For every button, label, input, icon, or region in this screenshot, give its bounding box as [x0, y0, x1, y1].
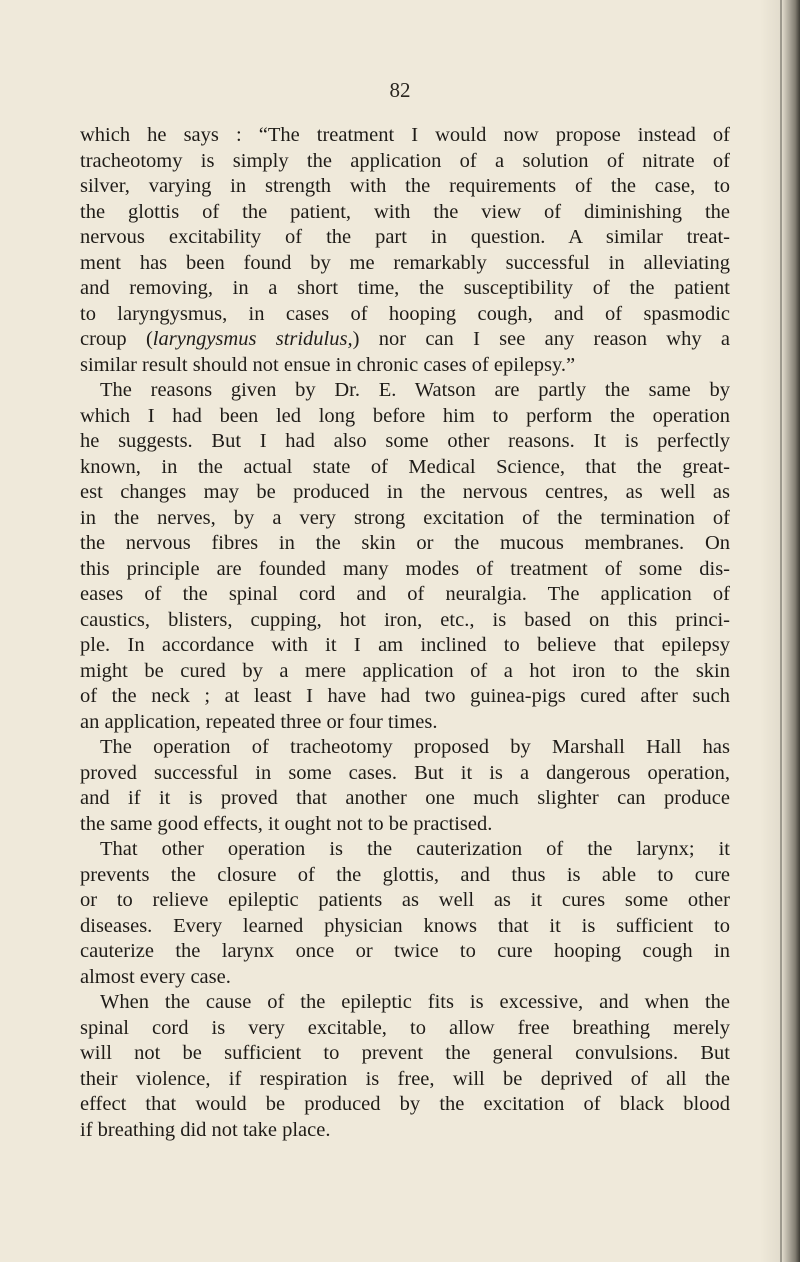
paragraph-start: When the cause of the epileptic fits is excessive, and when the	[100, 991, 730, 1013]
text-line: their violence, if respiration is free, will be deprived of all the	[80, 1067, 730, 1090]
text-line: tracheotomy is simply the application of a solution of nitrate of	[80, 149, 730, 172]
text-line: will not be sufficient to prevent the general convulsions. But	[80, 1042, 730, 1064]
text-line: the glottis of the patient, with the view of diminishing the	[80, 200, 730, 223]
text-line: proved successful in some cases. But it is a dangerous operation,	[80, 761, 730, 784]
binding-edge	[780, 0, 782, 1262]
text-line: the same good effects, it ought not to be practised.	[80, 812, 493, 835]
text-line: an application, repeated three or four times.	[80, 710, 438, 733]
text-line: similar result should not ensue in chronic cases of epilepsy.”	[80, 353, 576, 376]
text-line: to laryngysmus, in cases of hooping cough, and of spasmodic	[80, 302, 730, 325]
text-line: which I had been led long before him to perform the operation	[80, 404, 730, 427]
text-line: cauterize the larynx once or twice to cure hooping cough in	[80, 940, 730, 962]
text-line: which he says : “The treatment I would now propose instead of	[80, 124, 730, 146]
text-line: almost every case.	[80, 965, 231, 988]
body-text	[80, 123, 730, 1143]
text-line	[80, 327, 730, 353]
text-line: this principle are founded many modes of treatment of some dis-	[80, 557, 730, 580]
text-line: eases of the spinal cord and of neuralgia. The application of	[80, 583, 730, 605]
text-fragment: ) nor can I see any reason why a	[352, 328, 730, 350]
text-line: and if it is proved that another one much slighter can produce	[80, 787, 730, 809]
text-line: effect that would be produced by the excitation of black blood	[80, 1093, 730, 1115]
text-line: or to relieve epileptic patients as well as it cures some other	[80, 889, 730, 911]
text-line: est changes may be produced in the nervous centres, as well as	[80, 481, 730, 503]
text-line: in the nerves, by a very strong excitation of the termination of	[80, 506, 730, 529]
text-line: spinal cord is very excitable, to allow free breathing merely	[80, 1016, 730, 1039]
text-line: if breathing did not take place.	[80, 1118, 331, 1141]
text-line: he suggests. But I had also some other reasons. It is perfectly	[80, 430, 730, 452]
italic-term: laryngysmus stridulus,	[152, 328, 353, 350]
text-line: and removing, in a short time, the susceptibility of the patient	[80, 277, 730, 299]
paragraph-start: The reasons given by Dr. E. Watson are partly the same by	[100, 379, 730, 401]
paragraph-start: That other operation is the cauterization of the larynx; it	[100, 838, 730, 860]
page-number: 82	[389, 78, 411, 102]
paragraph-start: The operation of tracheotomy proposed by Marshall Hall has	[100, 736, 730, 758]
text-line: known, in the actual state of Medical Science, that the great-	[80, 455, 730, 478]
text-line: the nervous fibres in the skin or the mucous membranes. On	[80, 532, 730, 554]
text-line: prevents the closure of the glottis, and thus is able to cure	[80, 863, 730, 886]
text-line: silver, varying in strength with the requirements of the case, to	[80, 175, 730, 197]
text-fragment: croup (	[80, 328, 153, 350]
text-line: ment has been found by me remarkably successful in alleviating	[80, 251, 730, 274]
text-line: of the neck ; at least I have had two guinea-pigs cured after such	[80, 685, 730, 707]
text-line: nervous excitability of the part in question. A similar treat-	[80, 226, 730, 248]
text-line: caustics, blisters, cupping, hot iron, etc., is based on this princi-	[80, 608, 730, 631]
text-line: might be cured by a mere application of a hot iron to the skin	[80, 659, 730, 682]
text-line: diseases. Every learned physician knows that it is sufficient to	[80, 914, 730, 937]
text-line: ple. In accordance with it I am inclined to believe that epilepsy	[80, 634, 730, 656]
